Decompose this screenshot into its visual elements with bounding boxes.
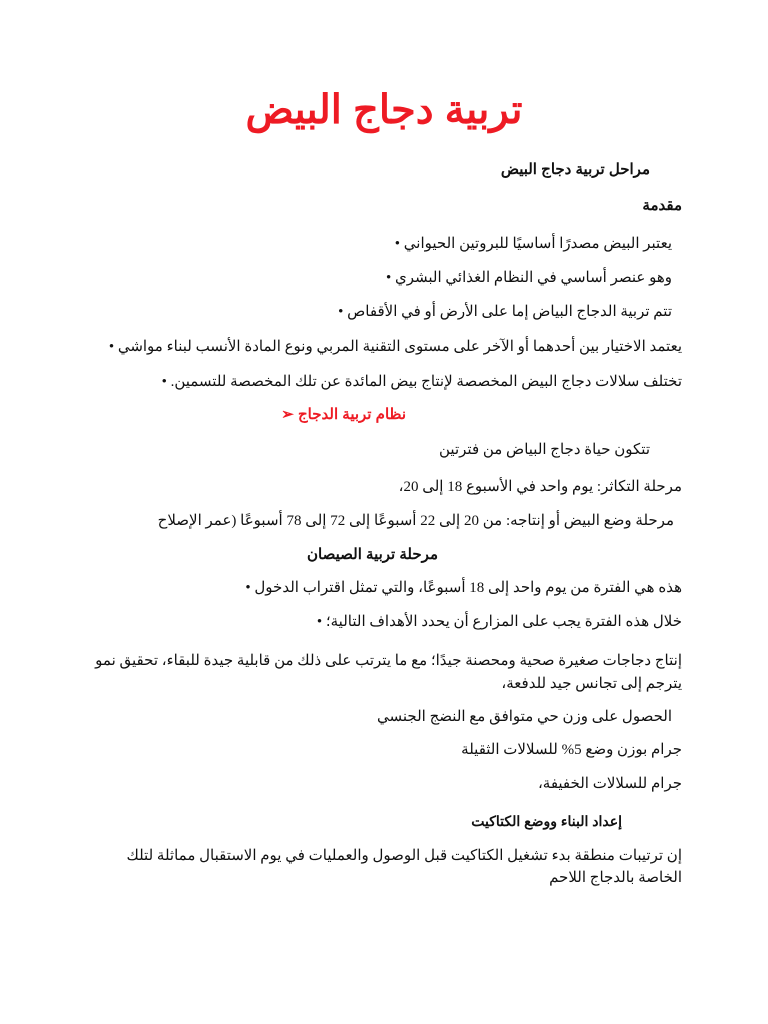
intro-item: تختلف سلالات دجاج البيض المخصصة لإنتاج بيض المائدة عن تلك المخصصة للتسمين. • [161,374,682,390]
intro-item: يعتبر البيض مصدرًا أساسيًا للبروتين الحيواني • [394,236,672,252]
growth-phase: مرحلة التكاثر: يوم واحد في الأسبوع 18 إلى 20، [398,479,682,495]
system-heading: نظام تربية الدجاج ➢ [281,406,406,423]
chick-item: خلال هذه الفترة يجب على المزارع أن يحدد الأهداف التالية؛ • [316,614,682,630]
chick-item: هذه هي الفترة من يوم واحد إلى 18 أسبوعًا، والتي تمثل اقتراب الدخول • [245,580,682,596]
document-title: تربية دجاج البيض [245,88,523,132]
prep-text: إن ترتيبات منطقة بدء تشغيل الكتاكيت قبل الوصول والعمليات في يوم الاستقبال مماثلة لتلك الخاصة بالدجاج اللاحم [126,848,682,886]
chick-item: جرام بوزن وضع 5% للسلالات الثقيلة [461,742,682,758]
chick-item: إنتاج دجاجات صغيرة صحية ومحصنة جيدًا؛ مع ما يترتب على ذلك من قابلية جيدة للبقاء، تحقيق نمو يترجم إلى تجانس جيد للدفعة، [95,653,682,692]
chicks-heading: مرحلة تربية الصيصان [307,546,438,563]
stages-heading: مراحل تربية دجاج البيض [500,161,650,178]
life-intro: تتكون حياة دجاج البياض من فترتين [439,442,650,458]
chick-item: جرام للسلالات الخفيفة، [537,776,682,792]
chick-item: الحصول على وزن حي متوافق مع النضج الجنسي [377,709,672,725]
prep-heading: إعداد البناء ووضع الكتاكيت [471,813,622,829]
intro-heading: مقدمة [642,197,682,214]
intro-item: وهو عنصر أساسي في النظام الغذائي البشري • [386,270,672,286]
laying-phase: مرحلة وضع البيض أو إنتاجه: من 20 إلى 22 أسبوعًا إلى 72 إلى 78 أسبوعًا (عمر الإصلاح [157,513,674,529]
intro-item: يعتمد الاختيار بين أحدهما أو الآخر على مستوى التقنية المربي ونوع المادة الأنسب لبناء مواشي • [108,339,682,355]
intro-item: تتم تربية الدجاج البياض إما على الأرض أو في الأقفاص • [338,304,672,320]
